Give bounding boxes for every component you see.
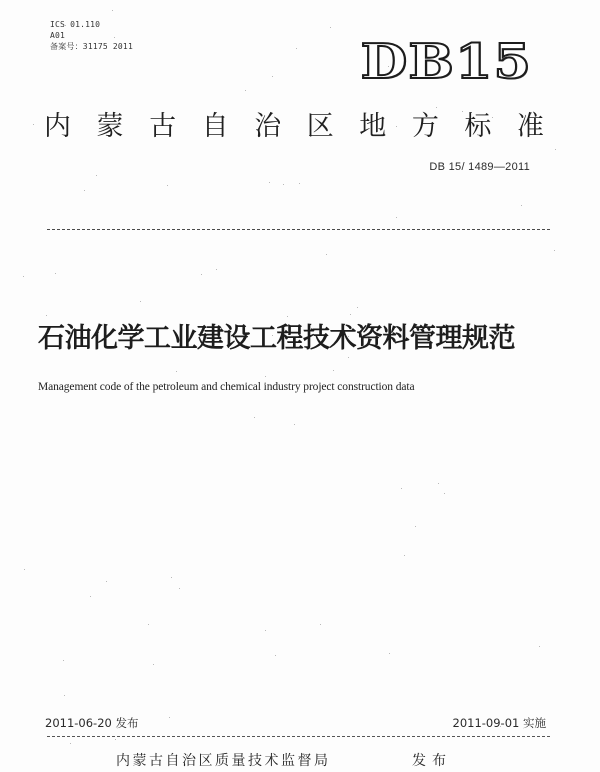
scan-speck xyxy=(148,624,149,625)
scan-speck xyxy=(24,569,25,570)
scan-speck xyxy=(63,660,64,661)
scan-speck xyxy=(396,217,397,218)
org-char: 地 xyxy=(359,111,387,142)
scan-speck xyxy=(350,314,351,315)
scan-speck xyxy=(216,269,217,270)
scan-speck xyxy=(296,48,297,49)
scan-speck xyxy=(140,301,141,302)
scan-speck xyxy=(554,250,555,251)
footer-divider xyxy=(47,736,550,737)
scan-speck xyxy=(70,743,71,744)
scan-speck xyxy=(112,10,113,11)
org-char: 内 xyxy=(44,111,71,142)
scan-speck xyxy=(265,376,266,377)
scan-speck xyxy=(389,653,390,654)
scan-speck xyxy=(444,493,445,494)
issuing-authority: 内蒙古自治区质量技术监督局 xyxy=(116,753,331,769)
record-number: 备案号：31175 2011 xyxy=(50,42,133,51)
scan-speck xyxy=(299,183,300,184)
scan-speck xyxy=(357,307,358,308)
scan-speck xyxy=(539,646,540,647)
org-char: 标 xyxy=(464,111,492,142)
scan-speck xyxy=(436,107,437,108)
scan-speck xyxy=(275,655,276,656)
document-title-english: Management code of the petroleum and chemical industry project construction data xyxy=(38,381,415,393)
effective-date: 2011-09-01 实施 xyxy=(452,716,546,730)
org-char: 治 xyxy=(254,111,282,142)
scan-speck xyxy=(415,526,416,527)
scan-speck xyxy=(23,276,24,277)
scan-speck xyxy=(265,630,266,631)
ics-number: ICS 01.110 xyxy=(50,20,101,29)
org-char: 方 xyxy=(411,111,439,142)
scan-speck xyxy=(153,664,154,665)
scan-speck xyxy=(245,90,246,91)
issued-date: 2011-06-20 发布 xyxy=(45,716,139,730)
scan-speck xyxy=(33,124,34,125)
scan-speck xyxy=(84,190,85,191)
scan-speck xyxy=(176,371,177,372)
scan-speck xyxy=(169,717,170,718)
org-char: 古 xyxy=(149,111,177,142)
scan-speck xyxy=(201,274,202,275)
scan-speck xyxy=(167,185,168,186)
scan-speck xyxy=(283,184,284,185)
scan-speck xyxy=(404,555,405,556)
scan-speck xyxy=(106,581,107,582)
scan-speck xyxy=(64,695,65,696)
scan-speck xyxy=(438,483,439,484)
scan-speck xyxy=(179,588,180,589)
scan-speck xyxy=(348,357,349,358)
scan-speck xyxy=(333,370,334,371)
org-char: 自 xyxy=(201,111,229,142)
scan-speck xyxy=(96,175,97,176)
scan-speck xyxy=(294,424,295,425)
org-char: 蒙 xyxy=(96,111,124,142)
issuing-action: 发布 xyxy=(412,753,452,769)
scan-speck xyxy=(254,417,255,418)
scan-speck xyxy=(287,316,288,317)
header-divider xyxy=(47,229,550,230)
scan-speck xyxy=(114,37,115,38)
org-char: 准 xyxy=(516,111,544,142)
org-char: 区 xyxy=(306,111,334,142)
scan-speck xyxy=(46,315,47,316)
scan-speck xyxy=(326,254,327,255)
standard-code: DB 15/ 1489—2011 xyxy=(429,161,530,173)
scan-speck xyxy=(55,273,56,274)
standard-organization-heading xyxy=(44,110,544,144)
scan-speck xyxy=(330,27,331,28)
scan-speck xyxy=(171,577,172,578)
scan-speck xyxy=(269,182,270,183)
scan-speck xyxy=(90,596,91,597)
scan-speck xyxy=(272,76,273,77)
scan-speck xyxy=(521,205,522,206)
scan-speck xyxy=(555,149,556,150)
scan-speck xyxy=(115,739,116,740)
scan-speck xyxy=(401,488,402,489)
document-title-chinese: 石油化学工业建设工程技术资料管理规范 xyxy=(38,323,515,354)
db15-logo: DB15 xyxy=(360,34,532,90)
classification-code: A01 xyxy=(50,31,66,40)
scan-speck xyxy=(320,624,321,625)
